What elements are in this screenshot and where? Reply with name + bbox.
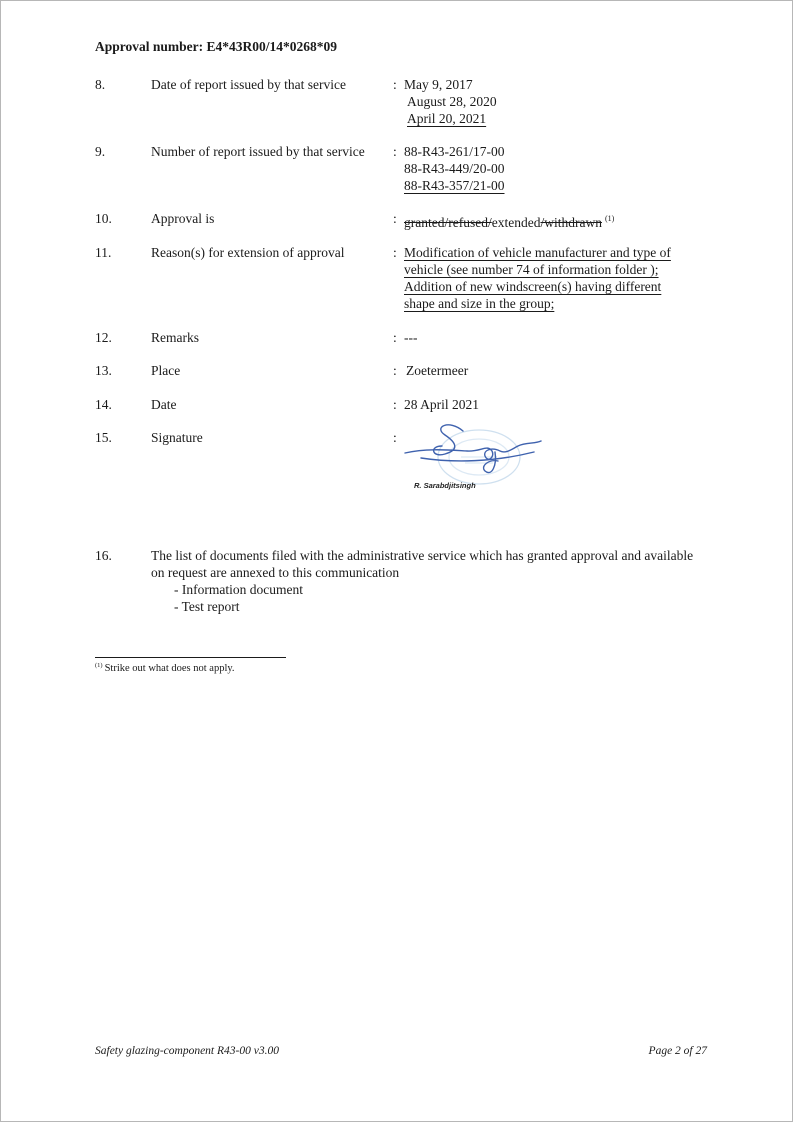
item-12-colon: : [393, 330, 397, 345]
item-14-number: 14. [95, 397, 112, 412]
report-number-1: 88-R43-261/17-00 [404, 144, 505, 159]
item-9-row [95, 143, 711, 194]
footnote-divider [95, 657, 286, 658]
approval-number-label: Approval number: [95, 39, 204, 54]
status-extended: extended [491, 215, 541, 230]
item-9-values [404, 143, 704, 194]
place-value: Zoetermeer [406, 363, 469, 378]
item-10-colon: : [393, 211, 397, 226]
report-number-2: 88-R43-449/20-00 [404, 161, 505, 176]
footnote-text: Strike out what does not apply. [104, 663, 235, 674]
remarks-value: --- [404, 330, 418, 345]
report-number-3: 88-R43-357/21-00 [404, 178, 505, 193]
item-13-row [95, 362, 711, 379]
item-15-label: Signature [151, 430, 203, 445]
item-9-label: Number of report issued by that service [151, 144, 365, 159]
item-13-colon: : [393, 363, 397, 378]
status-withdrawn-struck: /withdrawn [540, 215, 602, 230]
item-13-number: 13. [95, 363, 112, 378]
item-11-colon: : [393, 245, 397, 260]
item-14-label: Date [151, 397, 177, 412]
item-9-number: 9. [95, 144, 106, 159]
date-value: 28 April 2021 [404, 397, 480, 412]
item-15-number: 15. [95, 430, 112, 445]
item-8-number: 8. [95, 77, 106, 92]
report-date-2: August 28, 2020 [407, 94, 497, 109]
report-date-3: April 20, 2021 [407, 111, 487, 126]
item-10-row [95, 210, 711, 231]
item-10-label: Approval is [151, 211, 215, 226]
approval-status-value [404, 210, 714, 231]
footer-page-number: Page 2 of 27 [648, 1045, 707, 1057]
item-11-row [95, 244, 711, 312]
item-12-row [95, 329, 711, 346]
status-granted-refused-struck: granted/refused/ [404, 215, 492, 230]
reason-line-2: vehicle (see number 74 of information folder ); [404, 262, 659, 277]
item-13-label: Place [151, 363, 181, 378]
item-8-label: Date of report issued by that service [151, 77, 346, 92]
item-8-colon: : [393, 77, 397, 92]
extension-reason-values [404, 244, 704, 312]
item-12-number: 12. [95, 330, 112, 345]
item-9-colon: : [393, 144, 397, 159]
item-8-row [95, 76, 711, 127]
footnote-reference-1: (1) [604, 214, 615, 223]
page-footer [95, 1045, 707, 1057]
document-bullet-test-report: - Test report [174, 599, 240, 614]
item-12-label: Remarks [151, 330, 199, 345]
item-8-values [404, 76, 704, 127]
documents-list-text: The list of documents filed with the administrative service which has granted approval and available on request are annexed to this communication [151, 548, 694, 580]
signer-name: R. Sarabdjitsingh [414, 481, 476, 490]
item-11-number: 11. [95, 245, 112, 260]
footnote-marker: (1) [95, 662, 103, 669]
reason-line-1: Modification of vehicle manufacturer and type of [404, 245, 671, 260]
documents-list-items [174, 581, 696, 615]
footnote [95, 662, 235, 674]
item-10-number: 10. [95, 211, 112, 226]
approval-number-heading [95, 39, 337, 55]
reason-line-4: shape and size in the group; [404, 296, 555, 311]
item-14-row [95, 396, 711, 413]
footer-document-version: Safety glazing-component R43-00 v3.00 [95, 1045, 279, 1057]
item-14-colon: : [393, 397, 397, 412]
signature-image [399, 417, 549, 485]
item-11-label: Reason(s) for extension of approval [151, 245, 345, 260]
report-date-1: May 9, 2017 [404, 77, 473, 92]
document-bullet-information: - Information document [174, 582, 303, 597]
item-15-colon: : [393, 430, 397, 445]
reason-line-3: Addition of new windscreen(s) having different [404, 279, 662, 294]
item-16-number: 16. [95, 548, 112, 563]
item-16-row [95, 547, 711, 615]
approval-number-value: E4*43R00/14*0268*09 [206, 39, 338, 54]
